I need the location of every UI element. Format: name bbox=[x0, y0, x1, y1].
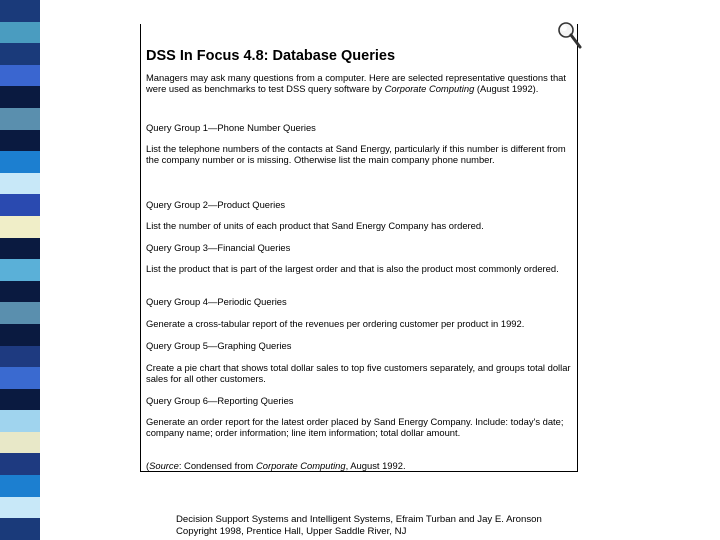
footer-line1: Decision Support Systems and Intelligent Systems, Efraim Turban and Jay E. Aronson bbox=[176, 514, 542, 525]
decorative-stripe bbox=[0, 0, 40, 540]
stripe-block bbox=[0, 108, 40, 130]
magnifier-icon bbox=[556, 20, 582, 50]
stripe-block bbox=[0, 324, 40, 346]
stripe-block bbox=[0, 86, 40, 108]
page-title: DSS In Focus 4.8: Database Queries bbox=[146, 48, 396, 64]
stripe-block bbox=[0, 281, 40, 303]
stripe-block bbox=[0, 367, 40, 389]
stripe-block bbox=[0, 216, 40, 238]
group5-text: Create a pie chart that shows total dollar sales to top five customers separately, and groups total dollar sales for all other customers. bbox=[146, 362, 571, 385]
intro-paragraph: Managers may ask many questions from a computer. Here are selected representative questions that were used as benchmarks to test DSS query software by Corporate Computing (August 1992). bbox=[146, 72, 567, 95]
stripe-block bbox=[0, 130, 40, 152]
stripe-block bbox=[0, 22, 40, 44]
stripe-block bbox=[0, 259, 40, 281]
group1-heading: Query Group 1—Phone Number Queries bbox=[146, 122, 316, 133]
stripe-block bbox=[0, 497, 40, 519]
group4-heading: Query Group 4—Periodic Queries bbox=[146, 296, 287, 307]
stripe-block bbox=[0, 432, 40, 454]
group3-text: List the product that is part of the largest order and that is also the product most commonly ordered. bbox=[146, 263, 559, 274]
stripe-block bbox=[0, 0, 40, 22]
footer-line2: Copyright 1998, Prentice Hall, Upper Saddle River, NJ bbox=[176, 526, 407, 537]
group2-text: List the number of units of each product that Sand Energy Company has ordered. bbox=[146, 220, 484, 231]
stripe-block bbox=[0, 65, 40, 87]
group6-text: Generate an order report for the latest order placed by Sand Energy Company. Include: today's date; company name; order information; line item information; total dollar amount. bbox=[146, 416, 564, 439]
stripe-block bbox=[0, 389, 40, 411]
group3-heading: Query Group 3—Financial Queries bbox=[146, 242, 291, 253]
group4-text: Generate a cross-tabular report of the revenues per ordering customer per product in 1992. bbox=[146, 318, 525, 329]
stripe-block bbox=[0, 173, 40, 195]
stripe-block bbox=[0, 475, 40, 497]
stripe-block bbox=[0, 151, 40, 173]
stripe-block bbox=[0, 346, 40, 368]
stripe-block bbox=[0, 410, 40, 432]
group6-heading: Query Group 6—Reporting Queries bbox=[146, 395, 294, 406]
stripe-block bbox=[0, 518, 40, 540]
stripe-block bbox=[0, 43, 40, 65]
stripe-block bbox=[0, 238, 40, 260]
group2-heading: Query Group 2—Product Queries bbox=[146, 199, 286, 210]
source-note: (Source: Condensed from Corporate Computing, August 1992. bbox=[146, 460, 406, 471]
stripe-block bbox=[0, 302, 40, 324]
footer bbox=[176, 514, 542, 538]
stripe-block bbox=[0, 194, 40, 216]
stripe-block bbox=[0, 453, 40, 475]
group5-heading: Query Group 5—Graphing Queries bbox=[146, 340, 292, 351]
group1-text: List the telephone numbers of the contacts at Sand Energy, particularly if this number is different from the company number or is missing. Otherwise list the main company phone number. bbox=[146, 143, 566, 166]
